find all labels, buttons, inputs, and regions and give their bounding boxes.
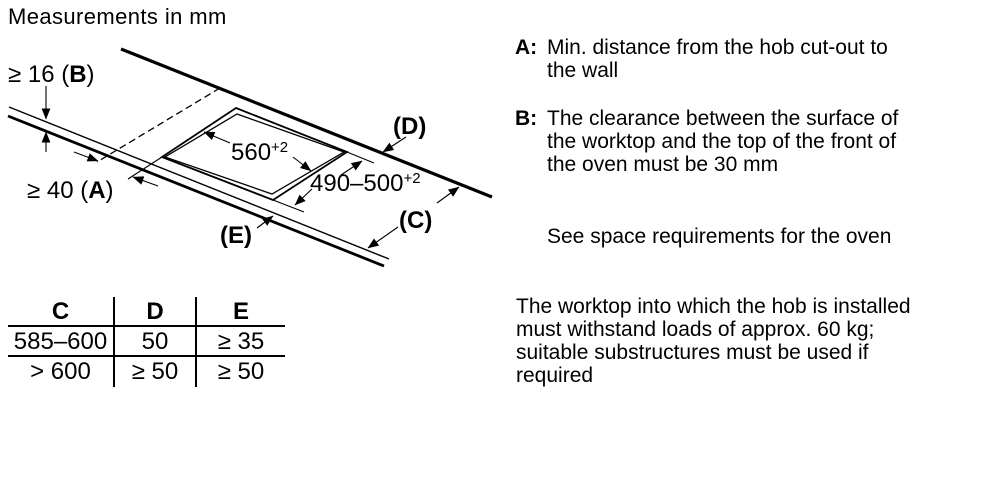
extension-line-bottom [273,200,304,212]
clearance-table [8,297,285,387]
table-cell: > 600 [30,358,91,385]
table-cell: ≥ 50 [113,357,195,387]
dim-560-label: $560^{+2}$ [231,139,289,166]
note-b-label: B: [515,107,538,130]
dim-a-label: ≥ 40 (A) [27,177,114,204]
note-a-text [547,36,888,82]
label-e: (E) [220,222,252,249]
dim-490-label: $490-500^{+2}$ [310,170,421,197]
dim-560-arrow-left [204,132,230,143]
note-line: Min. distance from the hob cut-out to [547,36,888,59]
dim-560-arrow-right [293,157,311,171]
note-line: required [516,364,594,387]
table-cell: 585–600 [8,327,113,357]
note-a [515,36,888,82]
note-line: must withstand loads of approx. 60 kg; [516,318,875,341]
dim-c-arrow-down [368,227,398,248]
note-line: the worktop and the top of the front of [547,130,897,153]
note-b [515,107,898,176]
dim-b-label: ≥ 16 (B) [8,61,95,88]
dim-c-arrow-up [437,187,459,203]
dim-a-arrow-left [74,152,98,161]
table-cell: ≥ 35 [195,327,285,357]
side-wall-dashed-line [97,88,220,162]
note-load [516,295,911,387]
note-see-space: See space requirements for the oven [547,225,892,248]
table-header-c: C [8,297,113,327]
table-header-e: E [195,297,285,327]
installation-diagram [0,0,500,292]
note-line: the wall [547,59,619,82]
table-header-d: D [113,297,195,327]
table-cell: 50 [113,327,195,357]
label-c: (C) [399,207,433,234]
note-line: The worktop into which the hob is installed [516,295,911,318]
note-line: The clearance between the surface of [547,107,899,130]
note-line: suitable substructures must be used if [516,341,869,364]
note-line: the oven must be 30 mm [547,153,779,176]
dim-a-arrow-right [133,177,158,186]
table-cell: ≥ 50 [195,357,285,387]
note-b-text [547,107,898,176]
page-title: Measurements in mm [8,4,227,29]
label-d: (D) [393,113,427,140]
note-a-label: A: [515,36,538,59]
